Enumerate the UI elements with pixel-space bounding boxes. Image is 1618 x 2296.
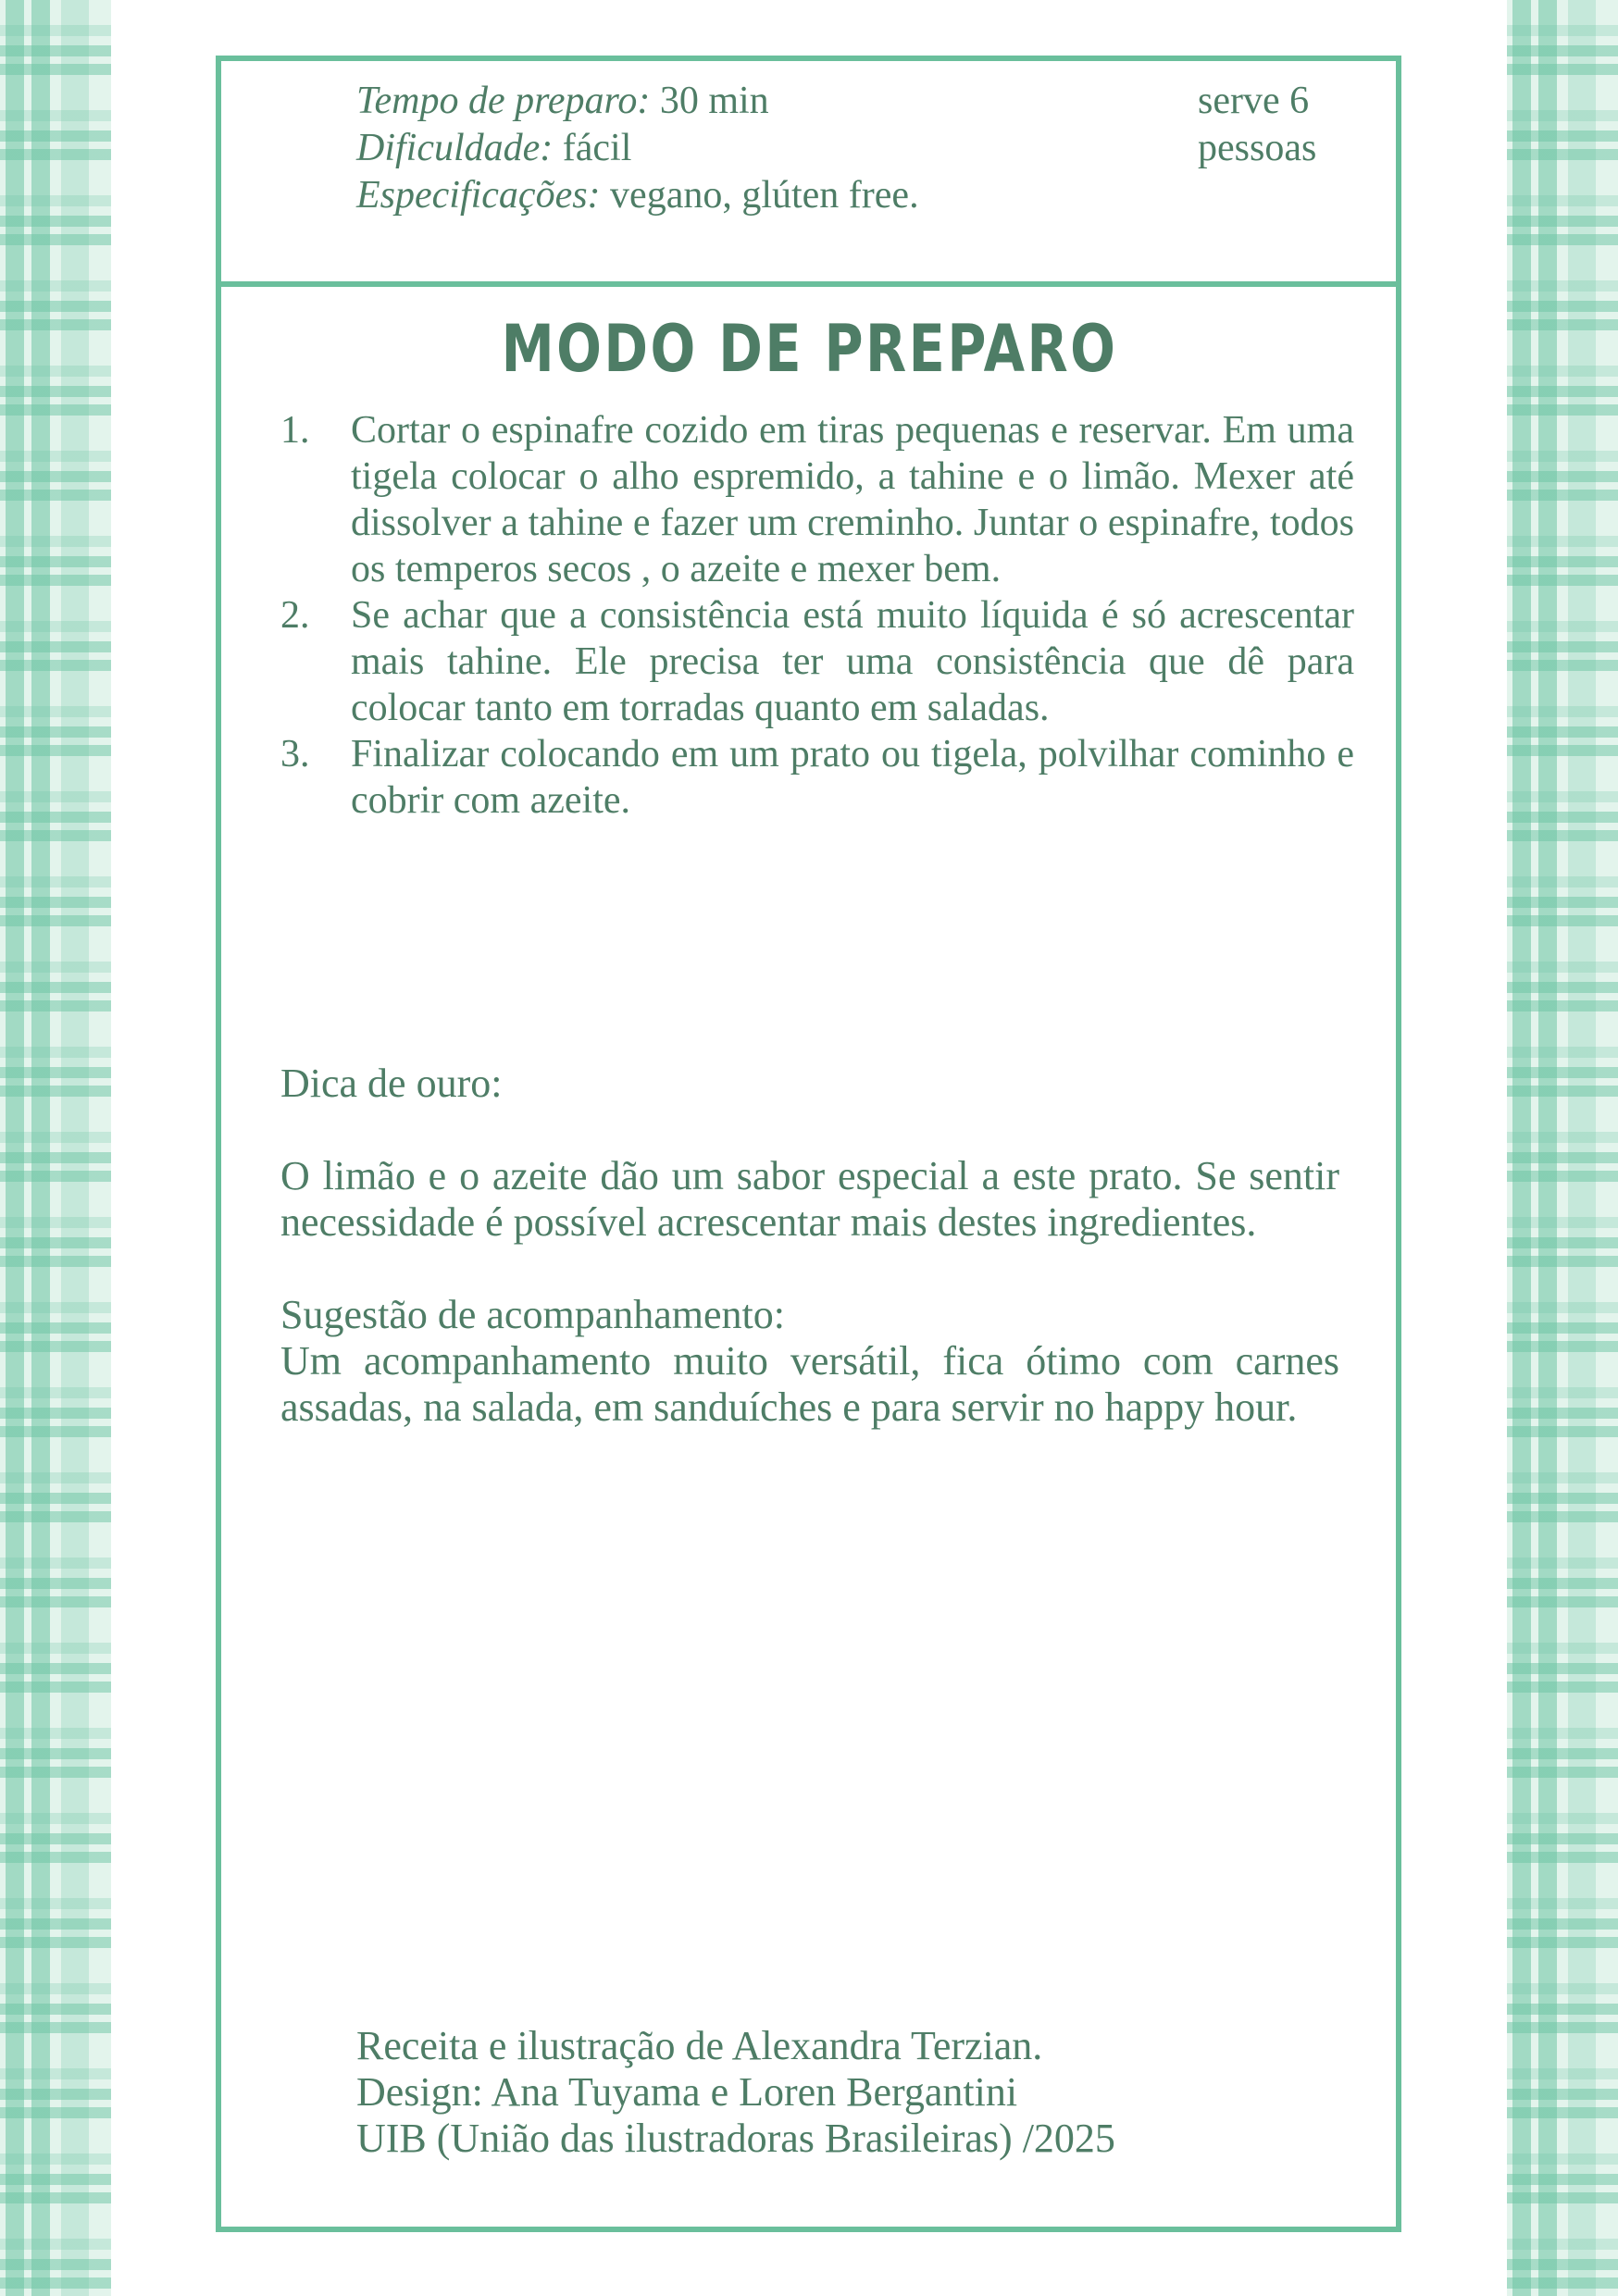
method-step	[280, 407, 1391, 592]
step-text: Finalizar colocando em um prato ou tigela, polvilhar cominho e cobrir com azeite.	[351, 733, 1354, 822]
header-divider	[221, 281, 1396, 287]
prep-time-label: Tempo de preparo:	[356, 80, 651, 122]
spacer	[280, 1246, 1339, 1292]
credits	[356, 2023, 1375, 2162]
credits-line-2: Design: Ana Tuyama e Loren Bergantini	[356, 2069, 1018, 2115]
method-step	[280, 731, 1391, 824]
specs-label: Especificações:	[356, 174, 601, 217]
servings-line-1: serve 6	[1198, 80, 1310, 122]
step-number: 3.	[280, 733, 310, 776]
step-number: 2.	[280, 594, 310, 637]
credits-line-1: Receita e ilustração de Alexandra Terzian.	[356, 2023, 1043, 2068]
servings	[1198, 78, 1374, 172]
method-title: MODO DE PREPARO	[501, 311, 1118, 387]
specs-value: vegano, glúten free.	[610, 174, 919, 217]
prep-time-value: 30 min	[659, 80, 769, 122]
step-number: 1.	[280, 409, 310, 452]
difficulty-value: fácil	[562, 127, 632, 169]
specs-row	[356, 172, 1375, 219]
pairing-heading: Sugestão de acompanhamento:	[280, 1292, 785, 1337]
step-text: Se achar que a consistência está muito líquida é só acrescentar mais tahine. Ele precisa ter uma consistência que dê para colocar tanto em torradas quanto em saladas.	[351, 594, 1354, 729]
recipe-tips	[280, 1061, 1339, 1431]
recipe-card-frame	[216, 56, 1401, 2232]
difficulty-label: Dificuldade:	[356, 127, 554, 169]
step-text: Cortar o espinafre cozido em tiras pequenas e reservar. Em uma tigela colocar o alho espremido, a tahine e o limão. Mexer até dissolver a tahine e fazer um creminho. Juntar o espinafre, todos os temperos secos , o azeite e mexer bem.	[351, 409, 1354, 590]
pairing-text: Um acompanhamento muito versátil, fica ótimo com carnes assadas, na salada, em sanduíches e para servir no happy hour.	[280, 1338, 1339, 1430]
credits-line-3: UIB (União das ilustradoras Brasileiras) /2025	[356, 2116, 1115, 2161]
servings-line-2: pessoas	[1198, 127, 1317, 169]
gold-tip-heading: Dica de ouro:	[280, 1061, 503, 1106]
gold-tip-text: O limão e o azeite dão um sabor especial a este prato. Se sentir necessidade é possível acrescentar mais destes ingredientes.	[280, 1153, 1339, 1245]
method-steps	[280, 407, 1391, 824]
method-step	[280, 592, 1391, 731]
plaid-border-left	[0, 0, 111, 2296]
plaid-border-right	[1507, 0, 1618, 2296]
spacer	[280, 1107, 1339, 1153]
